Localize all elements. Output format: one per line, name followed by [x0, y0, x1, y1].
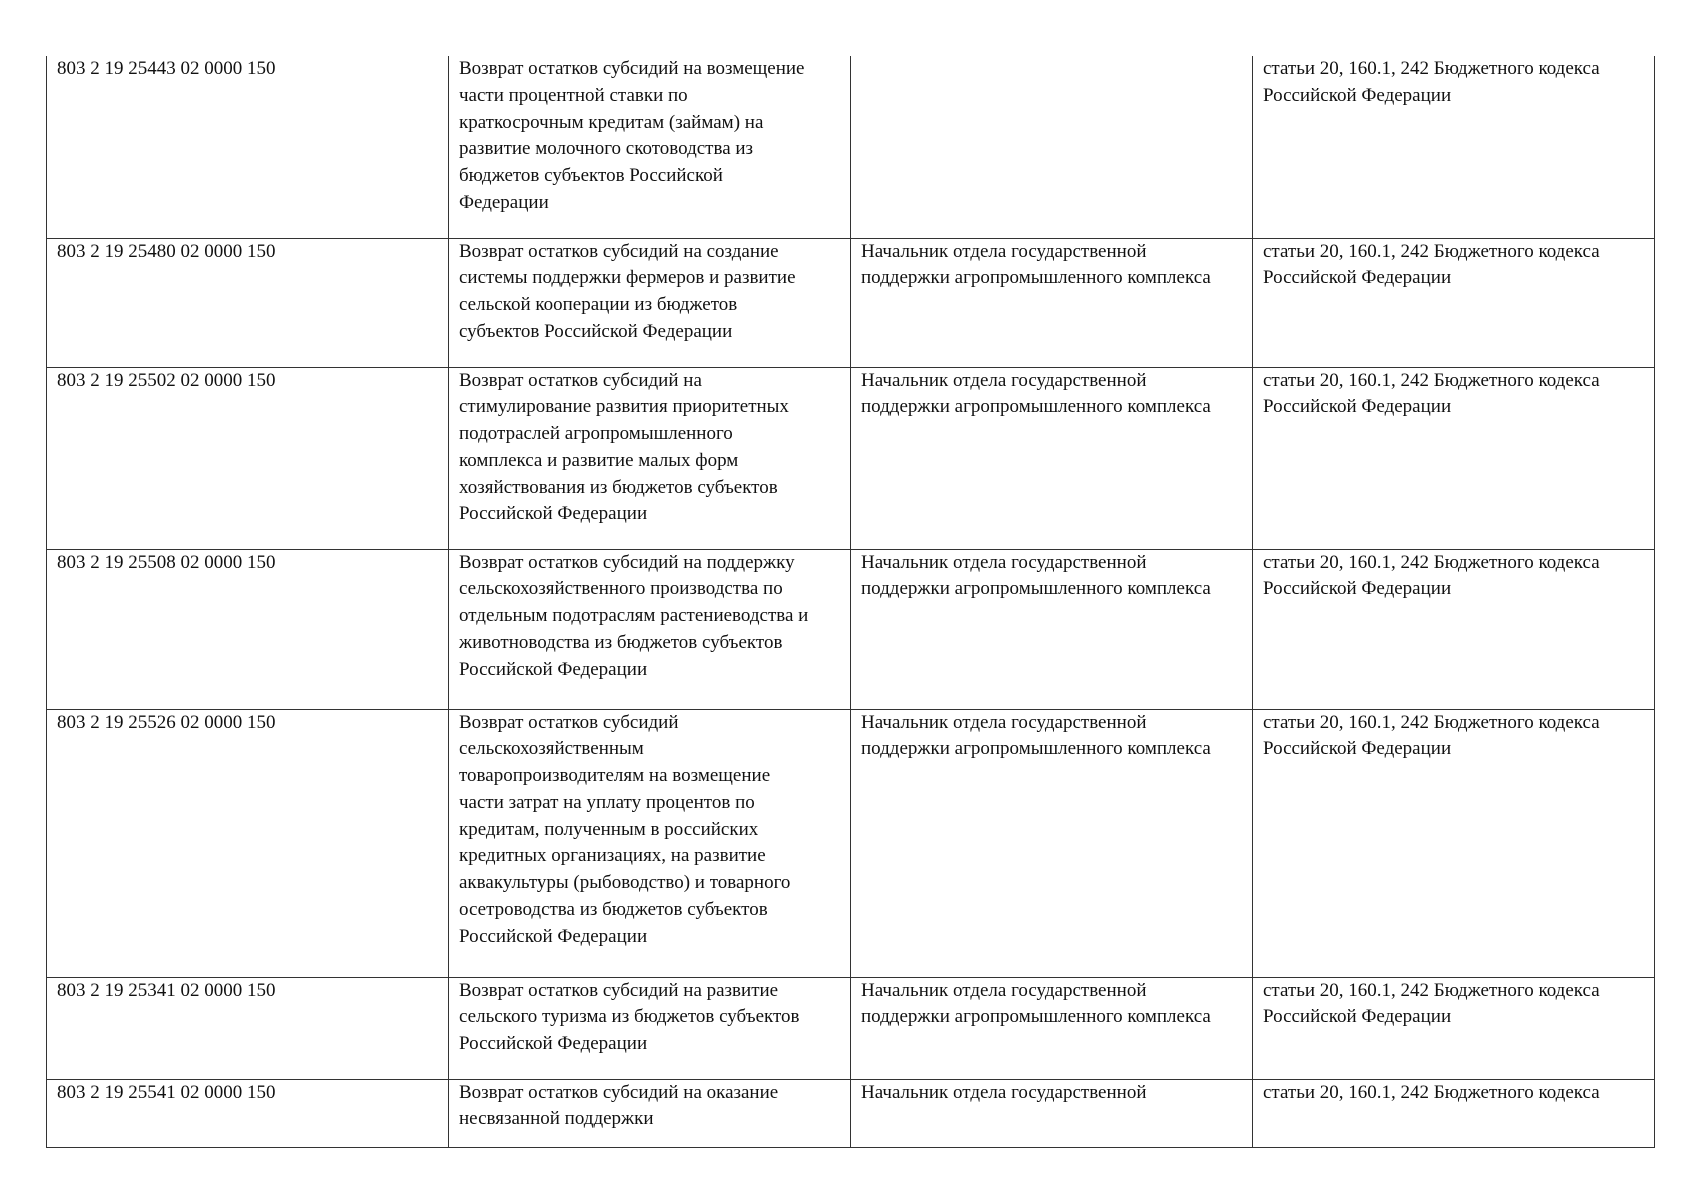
table-row	[47, 56, 1655, 238]
table-row	[47, 367, 1655, 549]
table-row	[47, 709, 1655, 977]
budget-code-cell: 803 2 19 25480 02 0000 150	[47, 238, 449, 367]
budget-code-cell: 803 2 19 25443 02 0000 150	[47, 56, 449, 238]
budget-codes-table	[46, 56, 1655, 1148]
description-cell: Возврат остатков субсидий на стимулирование развития приоритетных подотраслей агропромышленного комплекса и развитие малых форм хозяйствования из бюджетов субъектов Российской Федерации	[449, 367, 851, 549]
legal-basis-cell: статьи 20, 160.1, 242 Бюджетного кодекса Российской Федерации	[1253, 549, 1655, 709]
legal-basis-cell: статьи 20, 160.1, 242 Бюджетного кодекса Российской Федерации	[1253, 56, 1655, 238]
responsible-cell: Начальник отдела государственной поддержки агропромышленного комплекса	[851, 549, 1253, 709]
responsible-cell: Начальник отдела государственной поддержки агропромышленного комплекса	[851, 977, 1253, 1079]
legal-basis-cell: статьи 20, 160.1, 242 Бюджетного кодекса Российской Федерации	[1253, 238, 1655, 367]
responsible-cell	[851, 56, 1253, 238]
table-row	[47, 238, 1655, 367]
description-cell: Возврат остатков субсидий на поддержку сельскохозяйственного производства по отдельным подотраслям растениеводства и животноводства из бюджетов субъектов Российской Федерации	[449, 549, 851, 709]
responsible-cell: Начальник отдела государственной поддержки агропромышленного комплекса	[851, 238, 1253, 367]
responsible-cell: Начальник отдела государственной поддержки агропромышленного комплекса	[851, 709, 1253, 977]
responsible-cell: Начальник отдела государственной поддержки агропромышленного комплекса	[851, 367, 1253, 549]
budget-code-cell: 803 2 19 25502 02 0000 150	[47, 367, 449, 549]
description-cell: Возврат остатков субсидий на создание системы поддержки фермеров и развитие сельской кооперации из бюджетов субъектов Российской Федерации	[449, 238, 851, 367]
legal-basis-cell: статьи 20, 160.1, 242 Бюджетного кодекса Российской Федерации	[1253, 977, 1655, 1079]
legal-basis-cell: статьи 20, 160.1, 242 Бюджетного кодекса	[1253, 1079, 1655, 1148]
budget-code-cell: 803 2 19 25341 02 0000 150	[47, 977, 449, 1079]
legal-basis-cell: статьи 20, 160.1, 242 Бюджетного кодекса Российской Федерации	[1253, 709, 1655, 977]
description-cell: Возврат остатков субсидий на оказание несвязанной поддержки	[449, 1079, 851, 1148]
table-row	[47, 977, 1655, 1079]
budget-code-cell: 803 2 19 25508 02 0000 150	[47, 549, 449, 709]
legal-basis-cell: статьи 20, 160.1, 242 Бюджетного кодекса Российской Федерации	[1253, 367, 1655, 549]
description-cell: Возврат остатков субсидий на развитие сельского туризма из бюджетов субъектов Российской Федерации	[449, 977, 851, 1079]
table-row	[47, 1079, 1655, 1148]
budget-code-cell: 803 2 19 25526 02 0000 150	[47, 709, 449, 977]
table-row	[47, 549, 1655, 709]
description-cell: Возврат остатков субсидий на возмещение части процентной ставки по краткосрочным кредитам (займам) на развитие молочного скотоводства из бюджетов субъектов Российской Федерации	[449, 56, 851, 238]
budget-code-cell: 803 2 19 25541 02 0000 150	[47, 1079, 449, 1148]
responsible-cell: Начальник отдела государственной	[851, 1079, 1253, 1148]
description-cell: Возврат остатков субсидий сельскохозяйственным товаропроизводителям на возмещение части затрат на уплату процентов по кредитам, полученным в российских кредитных организациях, на развитие аквакультуры (рыбоводство) и товарного осетроводства из бюджетов субъектов Российской Федерации	[449, 709, 851, 977]
